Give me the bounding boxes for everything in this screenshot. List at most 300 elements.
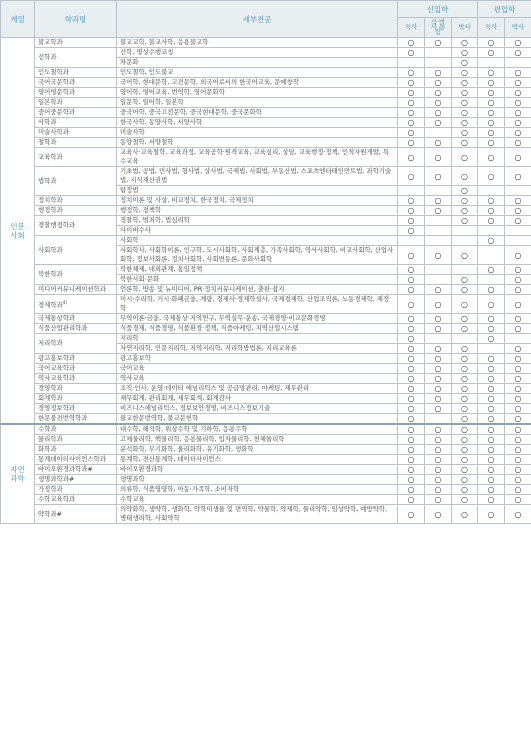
dept-cell bbox=[35, 68, 117, 78]
detail-cell: 탐정법 bbox=[117, 186, 398, 196]
table-row bbox=[1, 68, 531, 78]
check-phd: ○ bbox=[452, 275, 478, 285]
table-row bbox=[1, 445, 531, 455]
check-transfer-masters bbox=[478, 344, 505, 354]
header-detail: 세부전공 bbox=[117, 1, 398, 38]
check-masters: ○ bbox=[398, 98, 425, 108]
dept-name: 미술사학과 bbox=[38, 128, 69, 136]
check-masters: ○ bbox=[398, 495, 425, 505]
check-transfer-phd: ○ bbox=[505, 68, 531, 78]
check-phd: ○ bbox=[452, 216, 478, 226]
detail-cell: 의류학, 식품영양학, 아동·가족학, 소비자학 bbox=[117, 485, 398, 495]
check-transfer-masters: ○ bbox=[478, 38, 505, 48]
check-integrated: ○ bbox=[425, 148, 452, 167]
check-transfer-masters: ○ bbox=[478, 206, 505, 216]
detail-cell: 고체물리학, 핵물리학, 응용물리학, 입자물리학, 천체물리학 bbox=[117, 435, 398, 445]
check-transfer-masters: ○ bbox=[478, 295, 505, 314]
check-integrated bbox=[425, 48, 452, 58]
dept-cell bbox=[35, 167, 117, 196]
check-integrated: ○ bbox=[425, 505, 452, 524]
header-transfer-phd: 박사 bbox=[505, 18, 531, 38]
check-integrated: ○ bbox=[425, 455, 452, 465]
detail-cell: 사이버수사 bbox=[117, 226, 398, 236]
dept-cell bbox=[35, 206, 117, 216]
dept-cell bbox=[35, 435, 117, 445]
check-integrated: ○ bbox=[425, 68, 452, 78]
check-phd: ○ bbox=[452, 186, 478, 196]
table-row bbox=[1, 206, 531, 216]
check-phd: ○ bbox=[452, 148, 478, 167]
check-transfer-masters bbox=[478, 58, 505, 68]
check-integrated: ○ bbox=[425, 167, 452, 186]
detail-cell: 행정학, 정책학 bbox=[117, 206, 398, 216]
check-phd: ○ bbox=[452, 167, 478, 186]
check-transfer-phd: ○ bbox=[505, 414, 531, 425]
check-masters: ○ bbox=[398, 394, 425, 404]
detail-cell: 미시·수리학, 거시·화폐금융, 계량, 경제사·경제학설사, 국제경제학, 산업조직론, 노동경제학, 재정학 bbox=[117, 295, 398, 314]
check-phd: ○ bbox=[452, 485, 478, 495]
check-transfer-phd bbox=[505, 236, 531, 246]
header-transfer: 편입학 bbox=[478, 1, 531, 18]
dept-cell bbox=[35, 128, 117, 138]
check-phd: ○ bbox=[452, 344, 478, 354]
check-integrated: ○ bbox=[425, 495, 452, 505]
check-transfer-masters: ○ bbox=[478, 324, 505, 334]
dept-name: 미디어커뮤니케이션학과 bbox=[38, 285, 106, 293]
check-integrated bbox=[425, 275, 452, 285]
dept-cell bbox=[35, 334, 117, 354]
check-phd: ○ bbox=[452, 465, 478, 475]
check-transfer-phd: ○ bbox=[505, 275, 531, 285]
check-masters: ○ bbox=[398, 78, 425, 88]
check-phd: ○ bbox=[452, 138, 478, 148]
check-phd: ○ bbox=[452, 88, 478, 98]
check-transfer-phd: ○ bbox=[505, 48, 531, 58]
check-integrated: ○ bbox=[425, 475, 452, 485]
table-row bbox=[1, 236, 531, 246]
dept-name: 한문불전번역학과 bbox=[38, 414, 88, 422]
header-masters: 석사 bbox=[398, 18, 425, 38]
table-row bbox=[1, 384, 531, 394]
check-integrated: ○ bbox=[425, 285, 452, 295]
dept-name: 중어중문학과 bbox=[38, 108, 76, 116]
check-transfer-masters: ○ bbox=[478, 445, 505, 455]
detail-cell: 차문화 bbox=[117, 58, 398, 68]
check-transfer-phd: ○ bbox=[505, 216, 531, 226]
table-row bbox=[1, 374, 531, 384]
check-masters: ○ bbox=[398, 275, 425, 285]
check-masters: ○ bbox=[398, 38, 425, 48]
table-row bbox=[1, 265, 531, 275]
dept-name: 지리학과 bbox=[38, 339, 63, 347]
dept-name: 생명과학과# bbox=[38, 475, 75, 483]
check-transfer-masters: ○ bbox=[478, 394, 505, 404]
check-phd: ○ bbox=[452, 68, 478, 78]
dept-name: 정치학과 bbox=[38, 196, 63, 204]
dept-name: 영어영문학과 bbox=[38, 88, 76, 96]
dept-name: 사회학과 bbox=[38, 245, 63, 254]
check-transfer-phd: ○ bbox=[505, 108, 531, 118]
check-phd: ○ bbox=[452, 118, 478, 128]
check-transfer-masters: ○ bbox=[478, 384, 505, 394]
detail-cell: 대수학, 해석학, 위상수학 및 기하학, 응용수학 bbox=[117, 424, 398, 435]
check-transfer-masters bbox=[478, 246, 505, 265]
check-masters: ○ bbox=[398, 226, 425, 236]
detail-cell: 바이오환경과학 bbox=[117, 465, 398, 475]
dept-name: 역사교육학과 bbox=[38, 374, 76, 382]
check-masters: ○ bbox=[398, 364, 425, 374]
dept-cell bbox=[35, 465, 117, 475]
check-phd: ○ bbox=[452, 324, 478, 334]
dept-cell bbox=[35, 148, 117, 167]
check-phd: ○ bbox=[452, 38, 478, 48]
check-phd: ○ bbox=[452, 374, 478, 384]
dept-cell bbox=[35, 455, 117, 465]
detail-cell: 수학교육 bbox=[117, 495, 398, 505]
dept-name: 행정학과 bbox=[38, 206, 63, 214]
dept-footnote: 4) bbox=[62, 299, 67, 305]
check-masters: ○ bbox=[398, 118, 425, 128]
check-masters: ○ bbox=[398, 48, 425, 58]
check-phd: ○ bbox=[452, 404, 478, 414]
check-integrated bbox=[425, 216, 452, 226]
check-transfer-masters: ○ bbox=[478, 404, 505, 414]
table-row bbox=[1, 414, 531, 425]
check-phd: ○ bbox=[452, 424, 478, 435]
check-transfer-phd bbox=[505, 334, 531, 344]
dept-name: 국제통상학과 bbox=[38, 314, 76, 322]
table-row bbox=[1, 435, 531, 445]
check-transfer-masters: ○ bbox=[478, 48, 505, 58]
dept-name: 경영학과 bbox=[38, 384, 63, 392]
check-masters: ○ bbox=[398, 314, 425, 324]
dept-cell bbox=[35, 98, 117, 108]
check-integrated: ○ bbox=[425, 435, 452, 445]
check-integrated bbox=[425, 186, 452, 196]
table-row bbox=[1, 364, 531, 374]
table-row bbox=[1, 48, 531, 58]
check-masters: ○ bbox=[398, 324, 425, 334]
check-transfer-phd bbox=[505, 226, 531, 236]
check-integrated: ○ bbox=[425, 394, 452, 404]
dept-name: 국어교육학과 bbox=[38, 364, 76, 372]
dept-name: 회계학과 bbox=[38, 394, 63, 402]
check-transfer-masters: ○ bbox=[478, 216, 505, 226]
dept-name: 경영정보학과 bbox=[38, 404, 76, 412]
dept-cell bbox=[35, 424, 117, 435]
detail-cell: 한국사학, 동양사학, 서양사학 bbox=[117, 118, 398, 128]
detail-cell: 인도철학, 인도불교 bbox=[117, 68, 398, 78]
check-integrated: ○ bbox=[425, 78, 452, 88]
dept-name: 수학과 bbox=[38, 425, 57, 433]
check-transfer-phd: ○ bbox=[505, 128, 531, 138]
check-masters bbox=[398, 186, 425, 196]
table-row bbox=[1, 138, 531, 148]
detail-cell: 지리학 bbox=[117, 334, 398, 344]
category-cell: 자연 과학 bbox=[1, 424, 35, 524]
check-integrated: ○ bbox=[425, 465, 452, 475]
check-transfer-phd: ○ bbox=[505, 394, 531, 404]
check-phd: ○ bbox=[452, 108, 478, 118]
table-row bbox=[1, 128, 531, 138]
check-transfer-masters: ○ bbox=[478, 167, 505, 186]
dept-cell bbox=[35, 364, 117, 374]
check-transfer-masters: ○ bbox=[478, 236, 505, 246]
detail-cell: 비즈니스애널리틱스, 정보보안경영, 비즈니스정보기술 bbox=[117, 404, 398, 414]
check-integrated: ○ bbox=[425, 445, 452, 455]
detail-cell: 북한체제, 대외관계, 통일정책 bbox=[117, 265, 398, 275]
table-row bbox=[1, 285, 531, 295]
detail-cell: 정치이론 및 사상, 비교정치, 한국정치, 국제정치 bbox=[117, 196, 398, 206]
table-row bbox=[1, 78, 531, 88]
detail-cell: 동양철학, 서양철학 bbox=[117, 138, 398, 148]
dept-name: 사학과 bbox=[38, 118, 57, 126]
check-integrated: ○ bbox=[425, 88, 452, 98]
check-transfer-masters: ○ bbox=[478, 138, 505, 148]
check-masters: ○ bbox=[398, 475, 425, 485]
dept-name: 식품산업관리학과 bbox=[38, 324, 88, 332]
detail-cell: 무역이론·금융, 국제통상·지역연구, 무역실무·운송, 국제경영·비교문화경영 bbox=[117, 314, 398, 324]
dept-name: 교육학과 bbox=[38, 152, 63, 161]
check-integrated bbox=[425, 334, 452, 344]
check-phd: ○ bbox=[452, 246, 478, 265]
check-phd: ○ bbox=[452, 78, 478, 88]
check-phd: ○ bbox=[452, 295, 478, 314]
dept-name: 가정학과 bbox=[38, 485, 63, 493]
check-masters: ○ bbox=[398, 465, 425, 475]
dept-cell bbox=[35, 404, 117, 414]
detail-cell: 자연지리학, 인문지리학, 지역지리학, 지리학방법론, 지리교육론 bbox=[117, 344, 398, 354]
detail-cell: 언론학, 방송 및 뉴미디어, PR·정치커뮤니케이션, 출판·잡지 bbox=[117, 285, 398, 295]
dept-cell bbox=[35, 88, 117, 98]
dept-cell bbox=[35, 374, 117, 384]
check-phd: ○ bbox=[452, 128, 478, 138]
check-transfer-masters: ○ bbox=[478, 424, 505, 435]
detail-cell: 역사교육 bbox=[117, 374, 398, 384]
detail-cell: 불교한문번역학, 불교문헌학 bbox=[117, 414, 398, 425]
check-transfer-phd: ○ bbox=[505, 167, 531, 186]
check-masters: ○ bbox=[398, 295, 425, 314]
dept-name: 인도철학과 bbox=[38, 68, 69, 76]
check-masters bbox=[398, 58, 425, 68]
check-integrated bbox=[425, 128, 452, 138]
category-cell: 인문 사회 bbox=[1, 38, 35, 425]
check-transfer-phd: ○ bbox=[505, 364, 531, 374]
check-transfer-masters: ○ bbox=[478, 265, 505, 275]
check-transfer-masters: ○ bbox=[478, 128, 505, 138]
check-phd: ○ bbox=[452, 206, 478, 216]
check-transfer-masters: ○ bbox=[478, 98, 505, 108]
check-transfer-masters: ○ bbox=[478, 414, 505, 425]
check-transfer-phd: ○ bbox=[505, 435, 531, 445]
check-transfer-masters: ○ bbox=[478, 505, 505, 524]
dept-name: 광고홍보학과 bbox=[38, 354, 76, 362]
check-transfer-masters: ○ bbox=[478, 465, 505, 475]
check-integrated bbox=[425, 58, 452, 68]
check-masters: ○ bbox=[398, 455, 425, 465]
dept-name: 법학과 bbox=[38, 176, 57, 185]
check-transfer-phd: ○ bbox=[505, 206, 531, 216]
header-transfer-masters: 석사 bbox=[478, 18, 505, 38]
check-masters: ○ bbox=[398, 138, 425, 148]
check-phd bbox=[452, 265, 478, 275]
dept-cell bbox=[35, 324, 117, 334]
table-row bbox=[1, 98, 531, 108]
check-integrated: ○ bbox=[425, 324, 452, 334]
detail-cell: 북한사회·문화 bbox=[117, 275, 398, 285]
check-transfer-phd: ○ bbox=[505, 384, 531, 394]
detail-cell: 사회학 bbox=[117, 236, 398, 246]
detail-cell: 생명과학 bbox=[117, 475, 398, 485]
check-transfer-phd: ○ bbox=[505, 285, 531, 295]
check-masters: ○ bbox=[398, 485, 425, 495]
check-phd: ○ bbox=[452, 364, 478, 374]
table-row bbox=[1, 505, 531, 524]
check-phd bbox=[452, 226, 478, 236]
check-masters: ○ bbox=[398, 435, 425, 445]
check-integrated: ○ bbox=[425, 374, 452, 384]
table-row bbox=[1, 394, 531, 404]
check-phd: ○ bbox=[452, 48, 478, 58]
check-transfer-masters: ○ bbox=[478, 495, 505, 505]
check-integrated bbox=[425, 236, 452, 246]
table-row bbox=[1, 148, 531, 167]
dept-cell bbox=[35, 314, 117, 324]
dept-cell bbox=[35, 265, 117, 285]
dept-cell bbox=[35, 196, 117, 206]
check-transfer-phd: ○ bbox=[505, 148, 531, 167]
check-integrated: ○ bbox=[425, 344, 452, 354]
header-phd: 박사 bbox=[452, 18, 478, 38]
check-integrated bbox=[425, 265, 452, 275]
dept-cell bbox=[35, 216, 117, 236]
dept-cell bbox=[35, 414, 117, 425]
dept-cell bbox=[35, 285, 117, 295]
detail-cell: 국어학, 현대문학, 고전문학, 외국어로서의 한국어교육, 문예창작 bbox=[117, 78, 398, 88]
check-transfer-phd: ○ bbox=[505, 354, 531, 364]
check-transfer-phd: ○ bbox=[505, 455, 531, 465]
check-transfer-phd: ○ bbox=[505, 495, 531, 505]
check-transfer-phd: ○ bbox=[505, 324, 531, 334]
table-row bbox=[1, 118, 531, 128]
check-masters: ○ bbox=[398, 108, 425, 118]
check-transfer-phd: ○ bbox=[505, 424, 531, 435]
dept-cell bbox=[35, 354, 117, 364]
check-phd: ○ bbox=[452, 196, 478, 206]
check-integrated: ○ bbox=[425, 108, 452, 118]
table-row bbox=[1, 196, 531, 206]
check-transfer-phd: ○ bbox=[505, 88, 531, 98]
dept-name: 화학과 bbox=[38, 445, 57, 453]
check-masters: ○ bbox=[398, 404, 425, 414]
table-row bbox=[1, 167, 531, 186]
check-integrated: ○ bbox=[425, 424, 452, 435]
check-transfer-masters: ○ bbox=[478, 374, 505, 384]
check-integrated: ○ bbox=[425, 98, 452, 108]
check-integrated: ○ bbox=[425, 295, 452, 314]
check-integrated: ○ bbox=[425, 246, 452, 265]
dept-cell bbox=[35, 138, 117, 148]
detail-cell: 경찰학, 범죄학, 법심리학 bbox=[117, 216, 398, 226]
dept-name: 북한학과 bbox=[38, 270, 63, 278]
check-phd: ○ bbox=[452, 58, 478, 68]
dept-cell bbox=[35, 445, 117, 455]
dept-cell bbox=[35, 384, 117, 394]
check-masters: ○ bbox=[398, 374, 425, 384]
dept-cell bbox=[35, 295, 117, 314]
check-integrated: ○ bbox=[425, 138, 452, 148]
dept-cell bbox=[35, 475, 117, 485]
check-integrated: ○ bbox=[425, 354, 452, 364]
check-integrated: ○ bbox=[425, 314, 452, 324]
header-integrated: 석·박사 통합 bbox=[425, 18, 452, 38]
check-transfer-masters: ○ bbox=[478, 78, 505, 88]
check-transfer-masters: ○ bbox=[478, 334, 505, 344]
dept-cell bbox=[35, 38, 117, 48]
check-transfer-phd: ○ bbox=[505, 118, 531, 128]
detail-cell: 분석화학, 무기화학, 물리화학, 유기화학, 생화학 bbox=[117, 445, 398, 455]
dept-cell bbox=[35, 48, 117, 68]
check-transfer-masters: ○ bbox=[478, 485, 505, 495]
check-masters: ○ bbox=[398, 414, 425, 425]
detail-cell: 일문학, 일어학, 일본학 bbox=[117, 98, 398, 108]
check-phd: ○ bbox=[452, 285, 478, 295]
check-phd: ○ bbox=[452, 414, 478, 425]
check-transfer-phd: ○ bbox=[505, 196, 531, 206]
dept-name: 바이오환경과학과# bbox=[38, 465, 93, 473]
check-transfer-masters: ○ bbox=[478, 148, 505, 167]
check-integrated: ○ bbox=[425, 384, 452, 394]
detail-cell: 중국어학, 중국고전문학, 중국현대문학, 중국문화학 bbox=[117, 108, 398, 118]
check-transfer-masters: ○ bbox=[478, 455, 505, 465]
check-transfer-masters: ○ bbox=[478, 88, 505, 98]
check-transfer-masters: ○ bbox=[478, 68, 505, 78]
check-transfer-masters: ○ bbox=[478, 285, 505, 295]
check-transfer-masters: ○ bbox=[478, 196, 505, 206]
dept-name: 통계데이터사이언스학과 bbox=[38, 455, 106, 463]
table-row bbox=[1, 324, 531, 334]
detail-cell: 식품경제, 식품경영, 식품환경·정책, 식품마케팅, 지역산업시스템 bbox=[117, 324, 398, 334]
check-masters: ○ bbox=[398, 285, 425, 295]
check-masters: ○ bbox=[398, 128, 425, 138]
check-integrated bbox=[425, 414, 452, 425]
check-transfer-phd: ○ bbox=[505, 265, 531, 275]
check-masters: ○ bbox=[398, 334, 425, 344]
detail-cell: 조직·인사, 운영·데이터 애널리틱스 및 공급망관리, 마케팅, 재무관리 bbox=[117, 384, 398, 394]
detail-cell: 불교교학, 불교사학, 응용불교학 bbox=[117, 38, 398, 48]
dept-cell bbox=[35, 78, 117, 88]
check-integrated: ○ bbox=[425, 118, 452, 128]
check-transfer-masters bbox=[478, 275, 505, 285]
check-transfer-phd: ○ bbox=[505, 475, 531, 485]
detail-cell: 의약화학, 생약학, 생화학, 약학미생물 및 면역학, 약물학, 약제학, 물리약학, 임상약학, 예방약학, 병태생리학, 사회약학 bbox=[117, 505, 398, 524]
check-transfer-masters: ○ bbox=[478, 118, 505, 128]
check-phd bbox=[452, 236, 478, 246]
table-row bbox=[1, 354, 531, 364]
check-transfer-masters: ○ bbox=[478, 108, 505, 118]
table-row bbox=[1, 475, 531, 485]
dept-cell bbox=[35, 236, 117, 265]
dept-name: 약학과# bbox=[38, 509, 62, 518]
header-dept: 학과명 bbox=[35, 1, 117, 38]
detail-cell: 재무회계, 관리회계, 세무회계, 회계감사 bbox=[117, 394, 398, 404]
check-integrated: ○ bbox=[425, 196, 452, 206]
table-row bbox=[1, 314, 531, 324]
check-phd: ○ bbox=[452, 445, 478, 455]
check-phd bbox=[452, 334, 478, 344]
check-transfer-phd: ○ bbox=[505, 505, 531, 524]
table-row bbox=[1, 485, 531, 495]
